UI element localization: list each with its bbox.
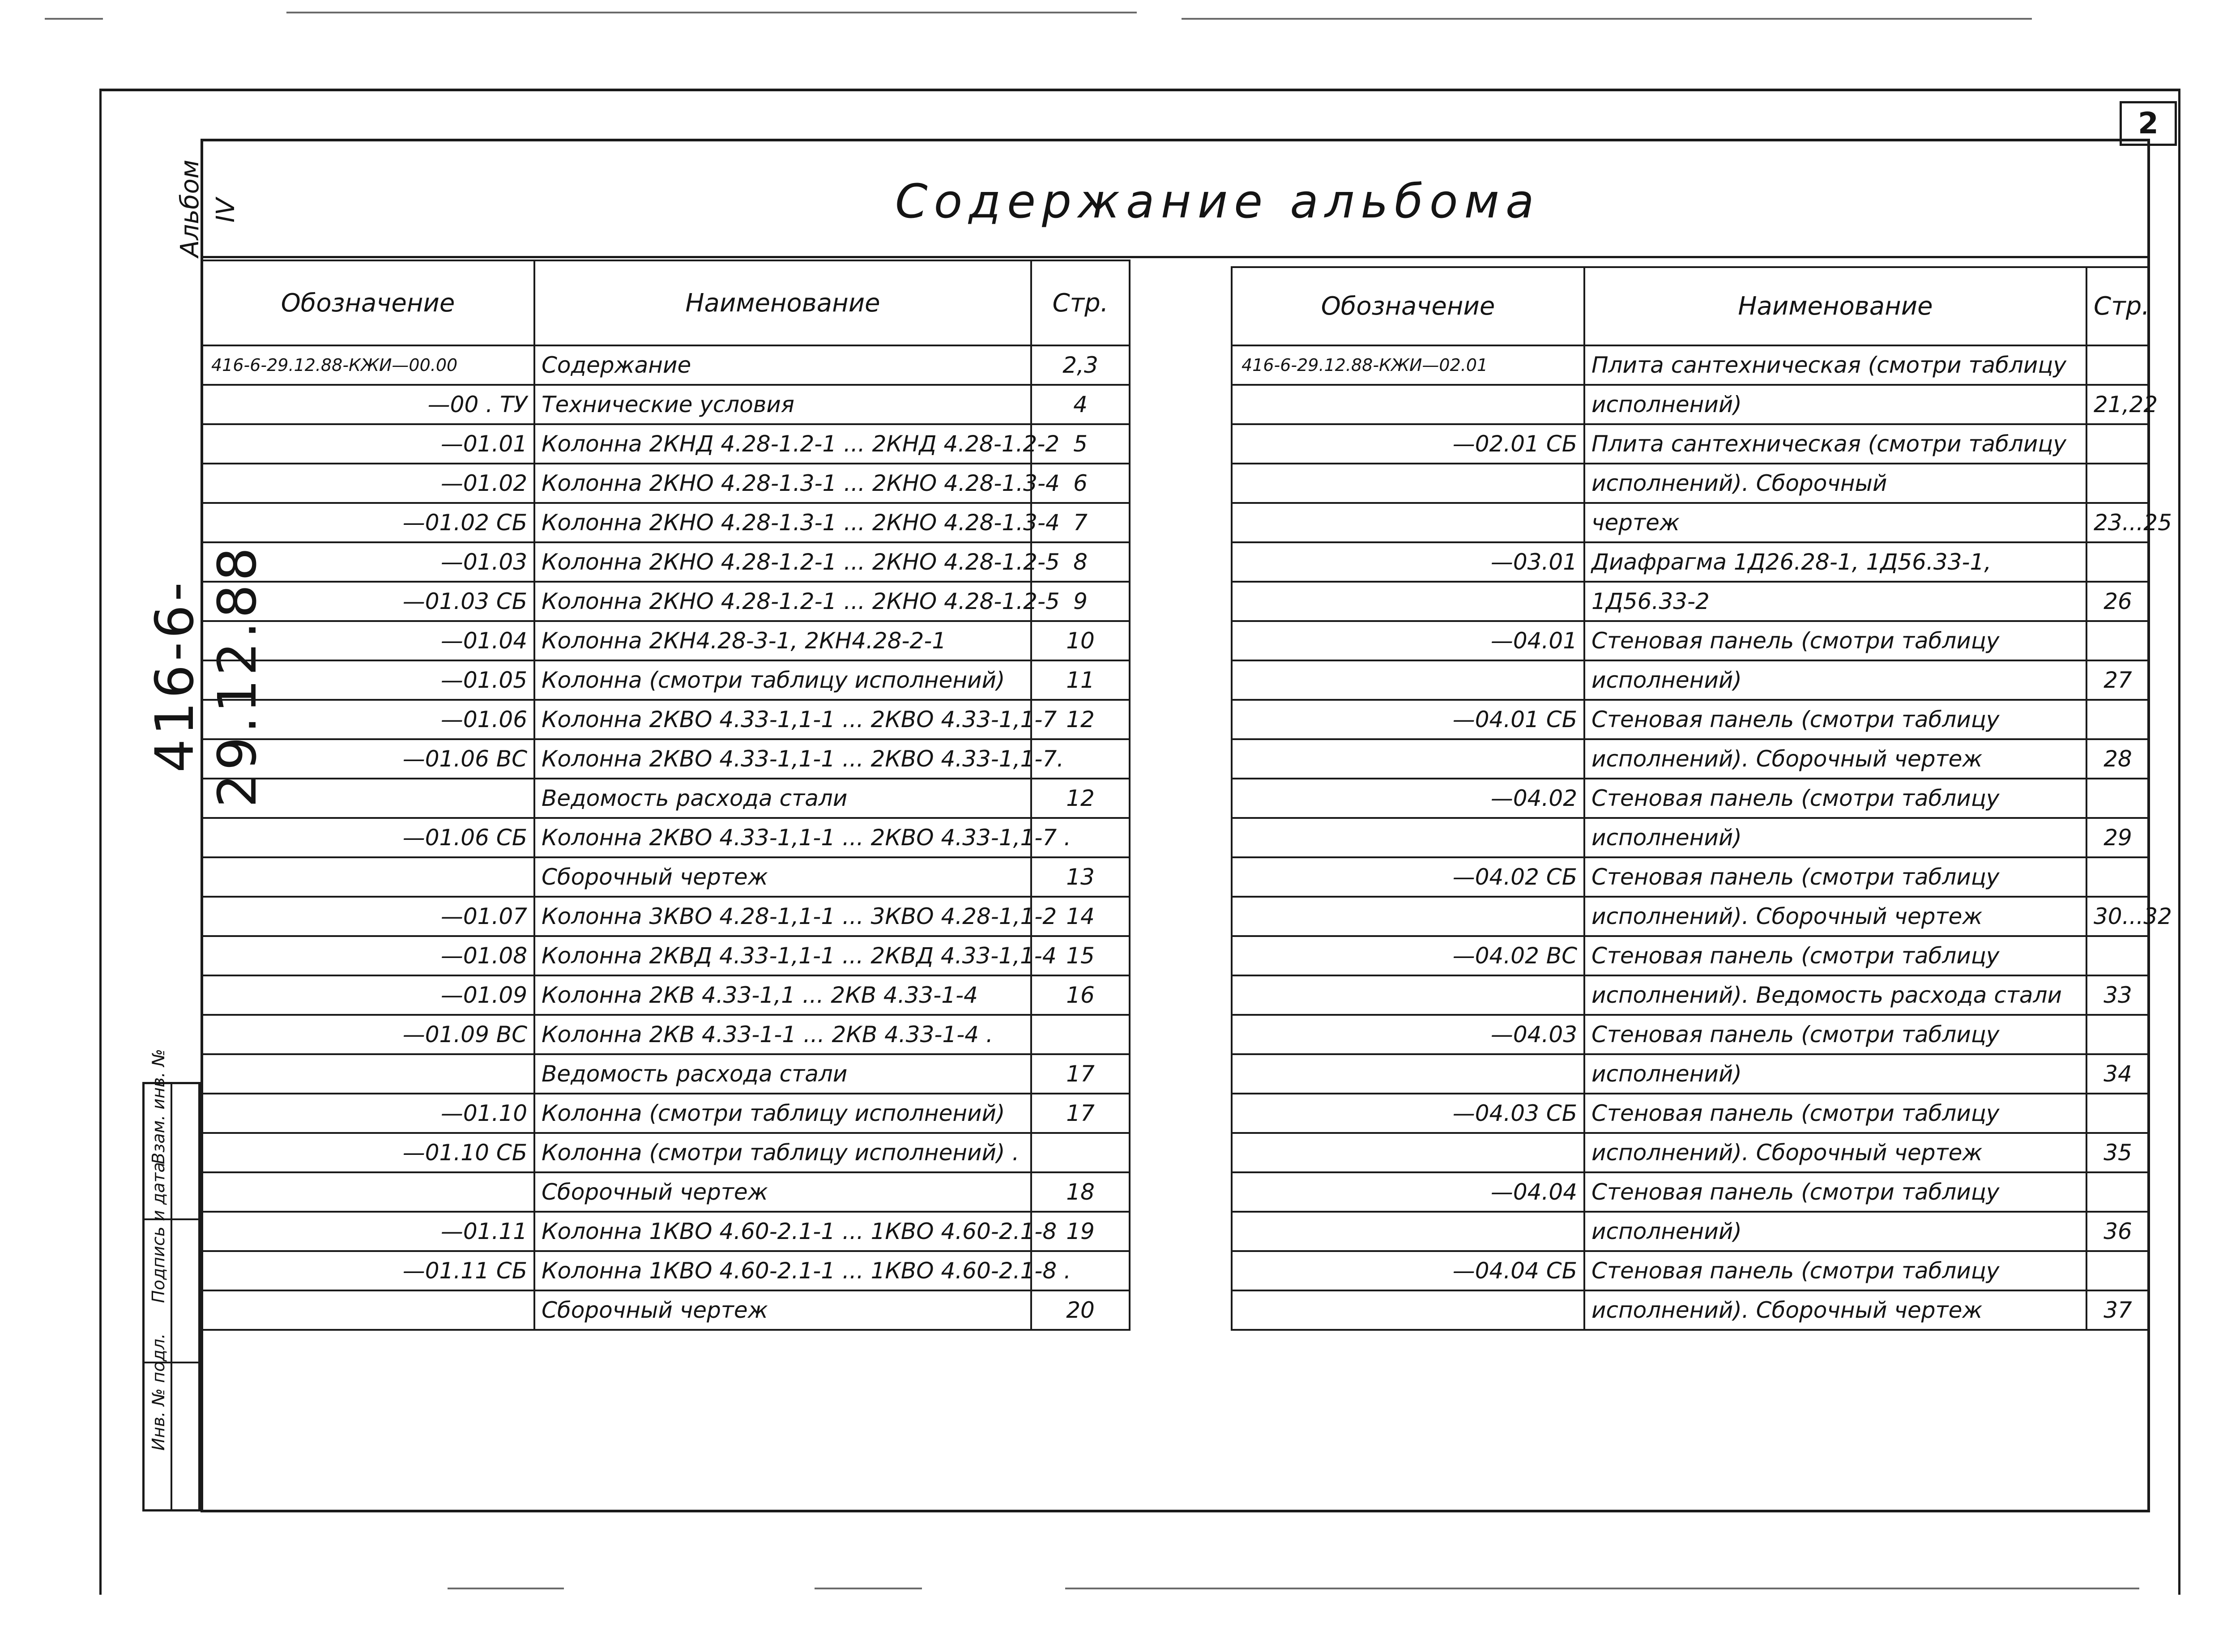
table-row [201,1054,1130,1094]
cell-page: 6 [1031,464,1130,503]
cell-page: 9 [1031,582,1130,621]
cell-name: Сборочный чертеж [534,1290,1031,1330]
cell-page: 12 [1031,700,1130,739]
scan-mark [1182,18,2032,20]
cell-name: Диафрагма 1Д26.28-1, 1Д56.33-1, [1584,542,2086,582]
table-row [201,1290,1130,1330]
cell-page: 35 [2086,1133,2149,1172]
table-row [201,897,1130,936]
cell-name: Стеновая панель (смотри таблицу [1584,1094,2086,1133]
cell-code: —04.02 СБ [1232,857,1584,897]
cell-name: Колонна 2КНО 4.28-1.2-1 ... 2КНО 4.28-1.2-5 [534,582,1031,621]
cell-name: исполнений). Ведомость расхода стали [1584,975,2086,1015]
cell-code [1232,1054,1584,1094]
cell-name: Технические условия [534,385,1031,424]
cell-code: —01.06 СБ [201,818,534,857]
cell-name: Колонна 2КН4.28-3-1, 2КН4.28-2-1 [534,621,1031,660]
cell-page: 4 [1031,385,1130,424]
contents-body-right [1232,345,2172,1330]
table-row [201,739,1130,779]
cell-code [1232,385,1584,424]
cell-code: —04.01 СБ [1232,700,1584,739]
cell-code: —01.06 [201,700,534,739]
cell-name: Стеновая панель (смотри таблицу [1584,700,2086,739]
cell-code: —01.09 ВС [201,1015,534,1054]
cell-page: 26 [2086,582,2149,621]
approval-stamp [142,1048,201,1511]
header-name: Наименование [534,260,1031,345]
cell-name: Сборочный чертеж [534,857,1031,897]
cell-page [2086,424,2149,464]
cell-code: —01.11 СБ [201,1251,534,1290]
cell-code [1232,582,1584,621]
page-title: Содержание альбома [895,174,1540,229]
cell-name: исполнений) [1584,1054,2086,1094]
cell-name: Стеновая панель (смотри таблицу [1584,1251,2086,1290]
cell-page [1031,1133,1130,1172]
table-row [1232,1094,2149,1133]
table-row [1232,1015,2149,1054]
cell-page: 17 [1031,1094,1130,1133]
table-row [1232,582,2149,621]
cell-name: Колонна 2КВД 4.33-1,1-1 ... 2КВД 4.33-1,1-4 [534,936,1031,975]
table-row [1232,857,2149,897]
table-row [201,464,1130,503]
cell-page [2086,621,2149,660]
table-row [201,503,1130,542]
table-row [1232,975,2149,1015]
table-row [1232,621,2149,660]
album-label: Альбом IV [175,159,240,257]
cell-code [201,1054,534,1094]
cell-page [1031,1015,1130,1054]
page-number: 2 [2120,101,2177,146]
cell-name: Колонна 2КНО 4.28-1.3-1 ... 2КНО 4.28-1.3-4 [534,503,1031,542]
cell-name: Ведомость расхода стали [534,779,1031,818]
cell-page: 14 [1031,897,1130,936]
cell-code [1232,739,1584,779]
table-row [1232,1212,2149,1251]
cell-page [2086,464,2149,503]
stamp-label-signature: Подпись и дата [149,1162,168,1303]
table-row [201,1172,1130,1212]
table-row [1232,1054,2149,1094]
cell-name: исполнений). Сборочный чертеж [1584,1133,2086,1172]
cell-name: Стеновая панель (смотри таблицу [1584,621,2086,660]
cell-name: Колонна 2КВО 4.33-1,1-1 ... 2КВО 4.33-1,1-7. [534,739,1031,779]
cell-name: Колонна 1КВО 4.60-2.1-1 ... 1КВО 4.60-2.1-8 . [534,1251,1031,1290]
table-row [1232,1172,2149,1212]
table-row [1232,503,2149,542]
cell-page: 27 [2086,660,2149,700]
cell-page: 36 [2086,1212,2149,1251]
cell-code [1232,464,1584,503]
cell-page: 20 [1031,1290,1130,1330]
header-page: Стр. [2086,267,2149,345]
title-divider [201,256,2150,258]
cell-name: Стеновая панель (смотри таблицу [1584,1172,2086,1212]
cell-code: —04.03 [1232,1015,1584,1054]
cell-page [2086,1251,2149,1290]
cell-code: —00 . ТУ [201,385,534,424]
cell-code [201,857,534,897]
table-row [1232,739,2149,779]
cell-name: 1Д56.33-2 [1584,582,2086,621]
cell-page: 13 [1031,857,1130,897]
table-row [1232,385,2149,424]
cell-code: 416-6-29.12.88-КЖИ—00.00 [201,345,534,385]
cell-page: 8 [1031,542,1130,582]
table-row [201,857,1130,897]
cell-name: Колонна 2КВО 4.33-1,1-1 ... 2КВО 4.33-1,1-7 [534,700,1031,739]
cell-code [1232,1212,1584,1251]
table-row [1232,1290,2149,1330]
cell-code [201,1172,534,1212]
cell-code: —04.02 ВС [1232,936,1584,975]
cell-code: —01.08 [201,936,534,975]
cell-name: исполнений). Сборочный чертеж [1584,1290,2086,1330]
cell-name: Стеновая панель (смотри таблицу [1584,779,2086,818]
table-row [1232,345,2149,385]
cell-name: Плита сантехническая (смотри таблицу [1584,424,2086,464]
cell-code: —01.09 [201,975,534,1015]
table-row [1232,660,2149,700]
table-row [1232,1251,2149,1290]
table-row [1232,897,2149,936]
scan-mark [45,18,103,20]
cell-page: 10 [1031,621,1130,660]
contents-table-left [201,260,1131,1331]
stamp-divider [171,1084,172,1509]
cell-code: —01.03 СБ [201,582,534,621]
cell-page [2086,1172,2149,1212]
table-row [1232,936,2149,975]
table-row [1232,1133,2149,1172]
table-row [1232,779,2149,818]
cell-page [2086,542,2149,582]
cell-code: —01.02 СБ [201,503,534,542]
stamp-label-inventory: Инв. № подл. [149,1333,168,1451]
cell-name: Стеновая панель (смотри таблицу [1584,857,2086,897]
cell-code [201,1290,534,1330]
cell-code [1232,1290,1584,1330]
table-row [1232,464,2149,503]
table-row [201,542,1130,582]
table-row [201,582,1130,621]
table-row [201,936,1130,975]
cell-code: 416-6-29.12.88-КЖИ—02.01 [1232,345,1584,385]
cell-name: Колонна 2КВО 4.33-1,1-1 ... 2КВО 4.33-1,1-7 . [534,818,1031,857]
cell-name: Стеновая панель (смотри таблицу [1584,1015,2086,1054]
cell-code [1232,660,1584,700]
cell-code: —03.01 [1232,542,1584,582]
cell-code [1232,503,1584,542]
cell-page: 2,3 [1031,345,1130,385]
table-row [1232,818,2149,857]
cell-name: Колонна 2КВ 4.33-1,1 ... 2КВ 4.33-1-4 [534,975,1031,1015]
scan-mark [286,12,1137,13]
cell-name: Ведомость расхода стали [534,1054,1031,1094]
table-row [201,975,1130,1015]
table-row [201,385,1130,424]
cell-page: 30...32 [2086,897,2149,936]
cell-page [2086,345,2149,385]
cell-code [1232,897,1584,936]
cell-code: —01.07 [201,897,534,936]
contents-body-left [201,345,1130,1330]
cell-code: —01.06 ВС [201,739,534,779]
cell-code: —01.03 [201,542,534,582]
cell-name: Колонна 1КВО 4.60-2.1-1 ... 1КВО 4.60-2.1-8 [534,1212,1031,1251]
cell-name: исполнений). Сборочный чертеж [1584,897,2086,936]
table-row [1232,542,2149,582]
cell-code [201,779,534,818]
cell-page: 5 [1031,424,1130,464]
cell-name: исполнений). Сборочный чертеж [1584,739,2086,779]
table-row [201,345,1130,385]
cell-page: 28 [2086,739,2149,779]
table-row [201,700,1130,739]
table-row [201,1094,1130,1133]
cell-page [2086,779,2149,818]
cell-name: исполнений) [1584,818,2086,857]
cell-name: Колонна 2КВ 4.33-1-1 ... 2КВ 4.33-1-4 . [534,1015,1031,1054]
cell-name: Колонна 2КНО 4.28-1.2-1 ... 2КНО 4.28-1.2-5 [534,542,1031,582]
cell-name: чертеж [1584,503,2086,542]
table-row [201,424,1130,464]
cell-page [2086,700,2149,739]
cell-code [1232,818,1584,857]
table-row [201,1133,1130,1172]
cell-page: 15 [1031,936,1130,975]
cell-code: —04.04 СБ [1232,1251,1584,1290]
cell-code [1232,975,1584,1015]
cell-page: 37 [2086,1290,2149,1330]
cell-name: Плита сантехническая (смотри таблицу [1584,345,2086,385]
cell-page [2086,936,2149,975]
cell-code: —01.10 СБ [201,1133,534,1172]
cell-page: 29 [2086,818,2149,857]
cell-name: исполнений). Сборочный [1584,464,2086,503]
cell-code: —04.01 [1232,621,1584,660]
header-code: Обозначение [1232,267,1584,345]
header-name: Наименование [1584,267,2086,345]
table-row [201,779,1130,818]
table-row [1232,700,2149,739]
cell-page: 12 [1031,779,1130,818]
cell-code: —02.01 СБ [1232,424,1584,464]
cell-name: Содержание [534,345,1031,385]
cell-page: 16 [1031,975,1130,1015]
cell-page [2086,857,2149,897]
cell-name: Колонна (смотри таблицу исполнений) . [534,1133,1031,1172]
cell-page: 19 [1031,1212,1130,1251]
cell-page: 21,22 [2086,385,2149,424]
cell-name: исполнений) [1584,660,2086,700]
cell-page: 33 [2086,975,2149,1015]
cell-name: Колонна 2КНД 4.28-1.2-1 ... 2КНД 4.28-1.2-2 [534,424,1031,464]
header-page: Стр. [1031,260,1130,345]
table-row [201,660,1130,700]
contents-table-right [1231,266,2172,1331]
cell-page: 17 [1031,1054,1130,1094]
cell-name: Сборочный чертеж [534,1172,1031,1212]
header-code: Обозначение [201,260,534,345]
cell-name: исполнений) [1584,385,2086,424]
cell-code: —01.10 [201,1094,534,1133]
table-row [201,1015,1130,1054]
cell-code [1232,1133,1584,1172]
side-document-code: 416-6-29.12.88 [144,544,268,808]
cell-page: 34 [2086,1054,2149,1094]
cell-code: —04.04 [1232,1172,1584,1212]
table-row [201,1251,1130,1290]
cell-code: —01.04 [201,621,534,660]
cell-name: исполнений) [1584,1212,2086,1251]
cell-code: —01.05 [201,660,534,700]
table-row [1232,424,2149,464]
cell-page [2086,1094,2149,1133]
cell-code: —01.01 [201,424,534,464]
cell-page: 11 [1031,660,1130,700]
table-row [201,1212,1130,1251]
cell-code: —01.11 [201,1212,534,1251]
cell-page: 18 [1031,1172,1130,1212]
cell-name: Стеновая панель (смотри таблицу [1584,936,2086,975]
stamp-label-replacement: Взам. инв. № [149,1048,168,1164]
table-row [201,818,1130,857]
cell-code: —01.02 [201,464,534,503]
cell-page: 23...25 [2086,503,2149,542]
cell-name: Колонна (смотри таблицу исполнений) [534,660,1031,700]
table-row [201,621,1130,660]
cell-page: 7 [1031,503,1130,542]
cell-page [2086,1015,2149,1054]
cell-code: —04.03 СБ [1232,1094,1584,1133]
cell-name: Колонна 2КНО 4.28-1.3-1 ... 2КНО 4.28-1.3-4 [534,464,1031,503]
cell-name: Колонна 3КВО 4.28-1,1-1 ... 3КВО 4.28-1,1-2 [534,897,1031,936]
cell-code: —04.02 [1232,779,1584,818]
cell-name: Колонна (смотри таблицу исполнений) [534,1094,1031,1133]
